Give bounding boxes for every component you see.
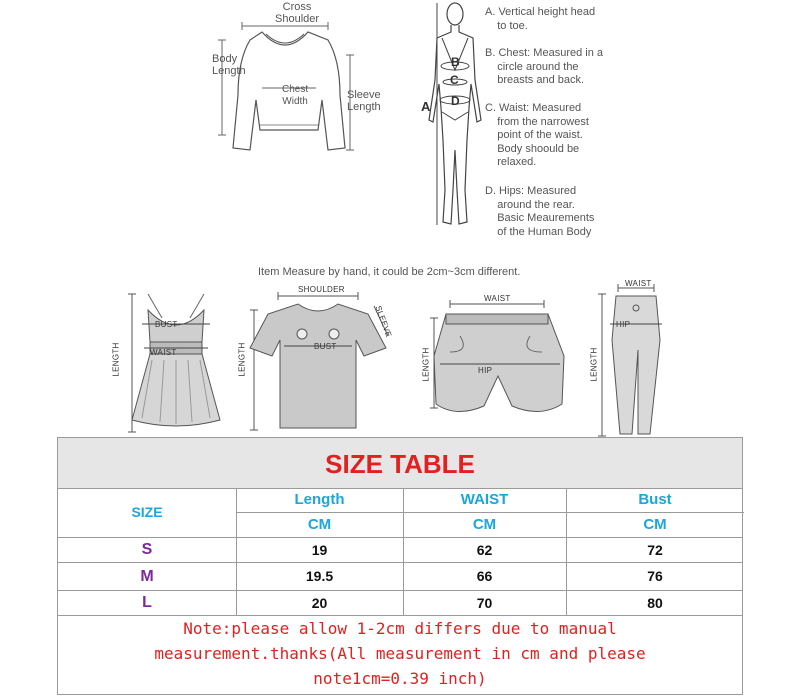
waist-value: 66	[476, 568, 493, 584]
pants-waist-label: WAIST	[625, 279, 652, 288]
instruction-a: A. Vertical height head to toe.	[485, 6, 596, 32]
length-column-header: Length	[294, 491, 345, 508]
size-table-title: SIZE TABLE	[58, 438, 742, 489]
waist-value: 70	[476, 595, 493, 611]
instruction-d: D. Hips: Measured around the rear. Basic Meaurements of the Human Body	[485, 185, 595, 238]
dress-illustration	[112, 290, 222, 440]
bust-value: 72	[647, 542, 663, 558]
point-c-label: C	[450, 73, 459, 87]
shorts-waist-label: WAIST	[484, 294, 511, 303]
measure-note: Item Measure by hand, it could be 2cm~3cm different.	[258, 266, 521, 278]
waist-column-header: WAIST	[460, 491, 509, 508]
dress-bust-label: BUST	[155, 320, 178, 329]
pants-hip-label: HIP	[616, 320, 631, 329]
waist-unit: CM	[472, 516, 497, 533]
length-value: 20	[311, 595, 328, 611]
dress-waist-label: WAIST	[150, 348, 177, 357]
size-label: S	[141, 541, 153, 558]
tshirt-shoulder-label: SHOULDER	[298, 285, 345, 294]
size-label: M	[140, 568, 154, 585]
chest-width-label: Chest Width	[282, 84, 309, 107]
length-value: 19.5	[305, 568, 334, 584]
instruction-c: C. Waist: Measured from the narrowest point of the waist. Body shoould be relaxed.	[485, 102, 589, 168]
instruction-b: B. Chest: Measured in a circle around the breasts and back.	[485, 47, 604, 86]
bust-column-header: Bust	[638, 491, 672, 508]
size-table	[57, 437, 743, 695]
bust-unit: CM	[643, 516, 667, 533]
point-b-label: B	[451, 55, 460, 69]
pants-length-label: LENGTH	[589, 347, 599, 382]
point-d-label: D	[451, 94, 460, 108]
sleeve-length-label: Sleeve Length	[347, 89, 381, 113]
human-figure-illustration	[415, 0, 485, 235]
length-value: 19	[311, 542, 328, 558]
waist-value: 62	[476, 542, 493, 558]
cross-shoulder-label: Cross Shoulder	[275, 1, 320, 25]
size-column-header: SIZE	[131, 504, 163, 520]
pants-illustration	[596, 280, 666, 440]
bust-value: 80	[647, 595, 663, 611]
point-a-label: A	[421, 99, 431, 114]
dress-length-label: LENGTH	[111, 342, 121, 377]
bust-value: 76	[647, 568, 663, 584]
tshirt-bust-label: BUST	[314, 342, 337, 351]
shorts-length-label: LENGTH	[421, 347, 431, 382]
shorts-hip-label: HIP	[478, 366, 493, 375]
body-length-label: Body Length	[212, 53, 246, 77]
tshirt-illustration	[238, 290, 388, 440]
measurement-note: Note:please allow 1-2cm differs due to manual measurement.thanks(All measurement in cm and please note1cm=0.39 inch)	[154, 619, 646, 688]
shorts-illustration	[420, 296, 570, 426]
length-unit: CM	[307, 516, 332, 533]
tshirt-sleeve-label: SLEEVE	[373, 304, 394, 339]
size-label: L	[142, 594, 152, 611]
tshirt-length-label: LENGTH	[237, 342, 247, 377]
